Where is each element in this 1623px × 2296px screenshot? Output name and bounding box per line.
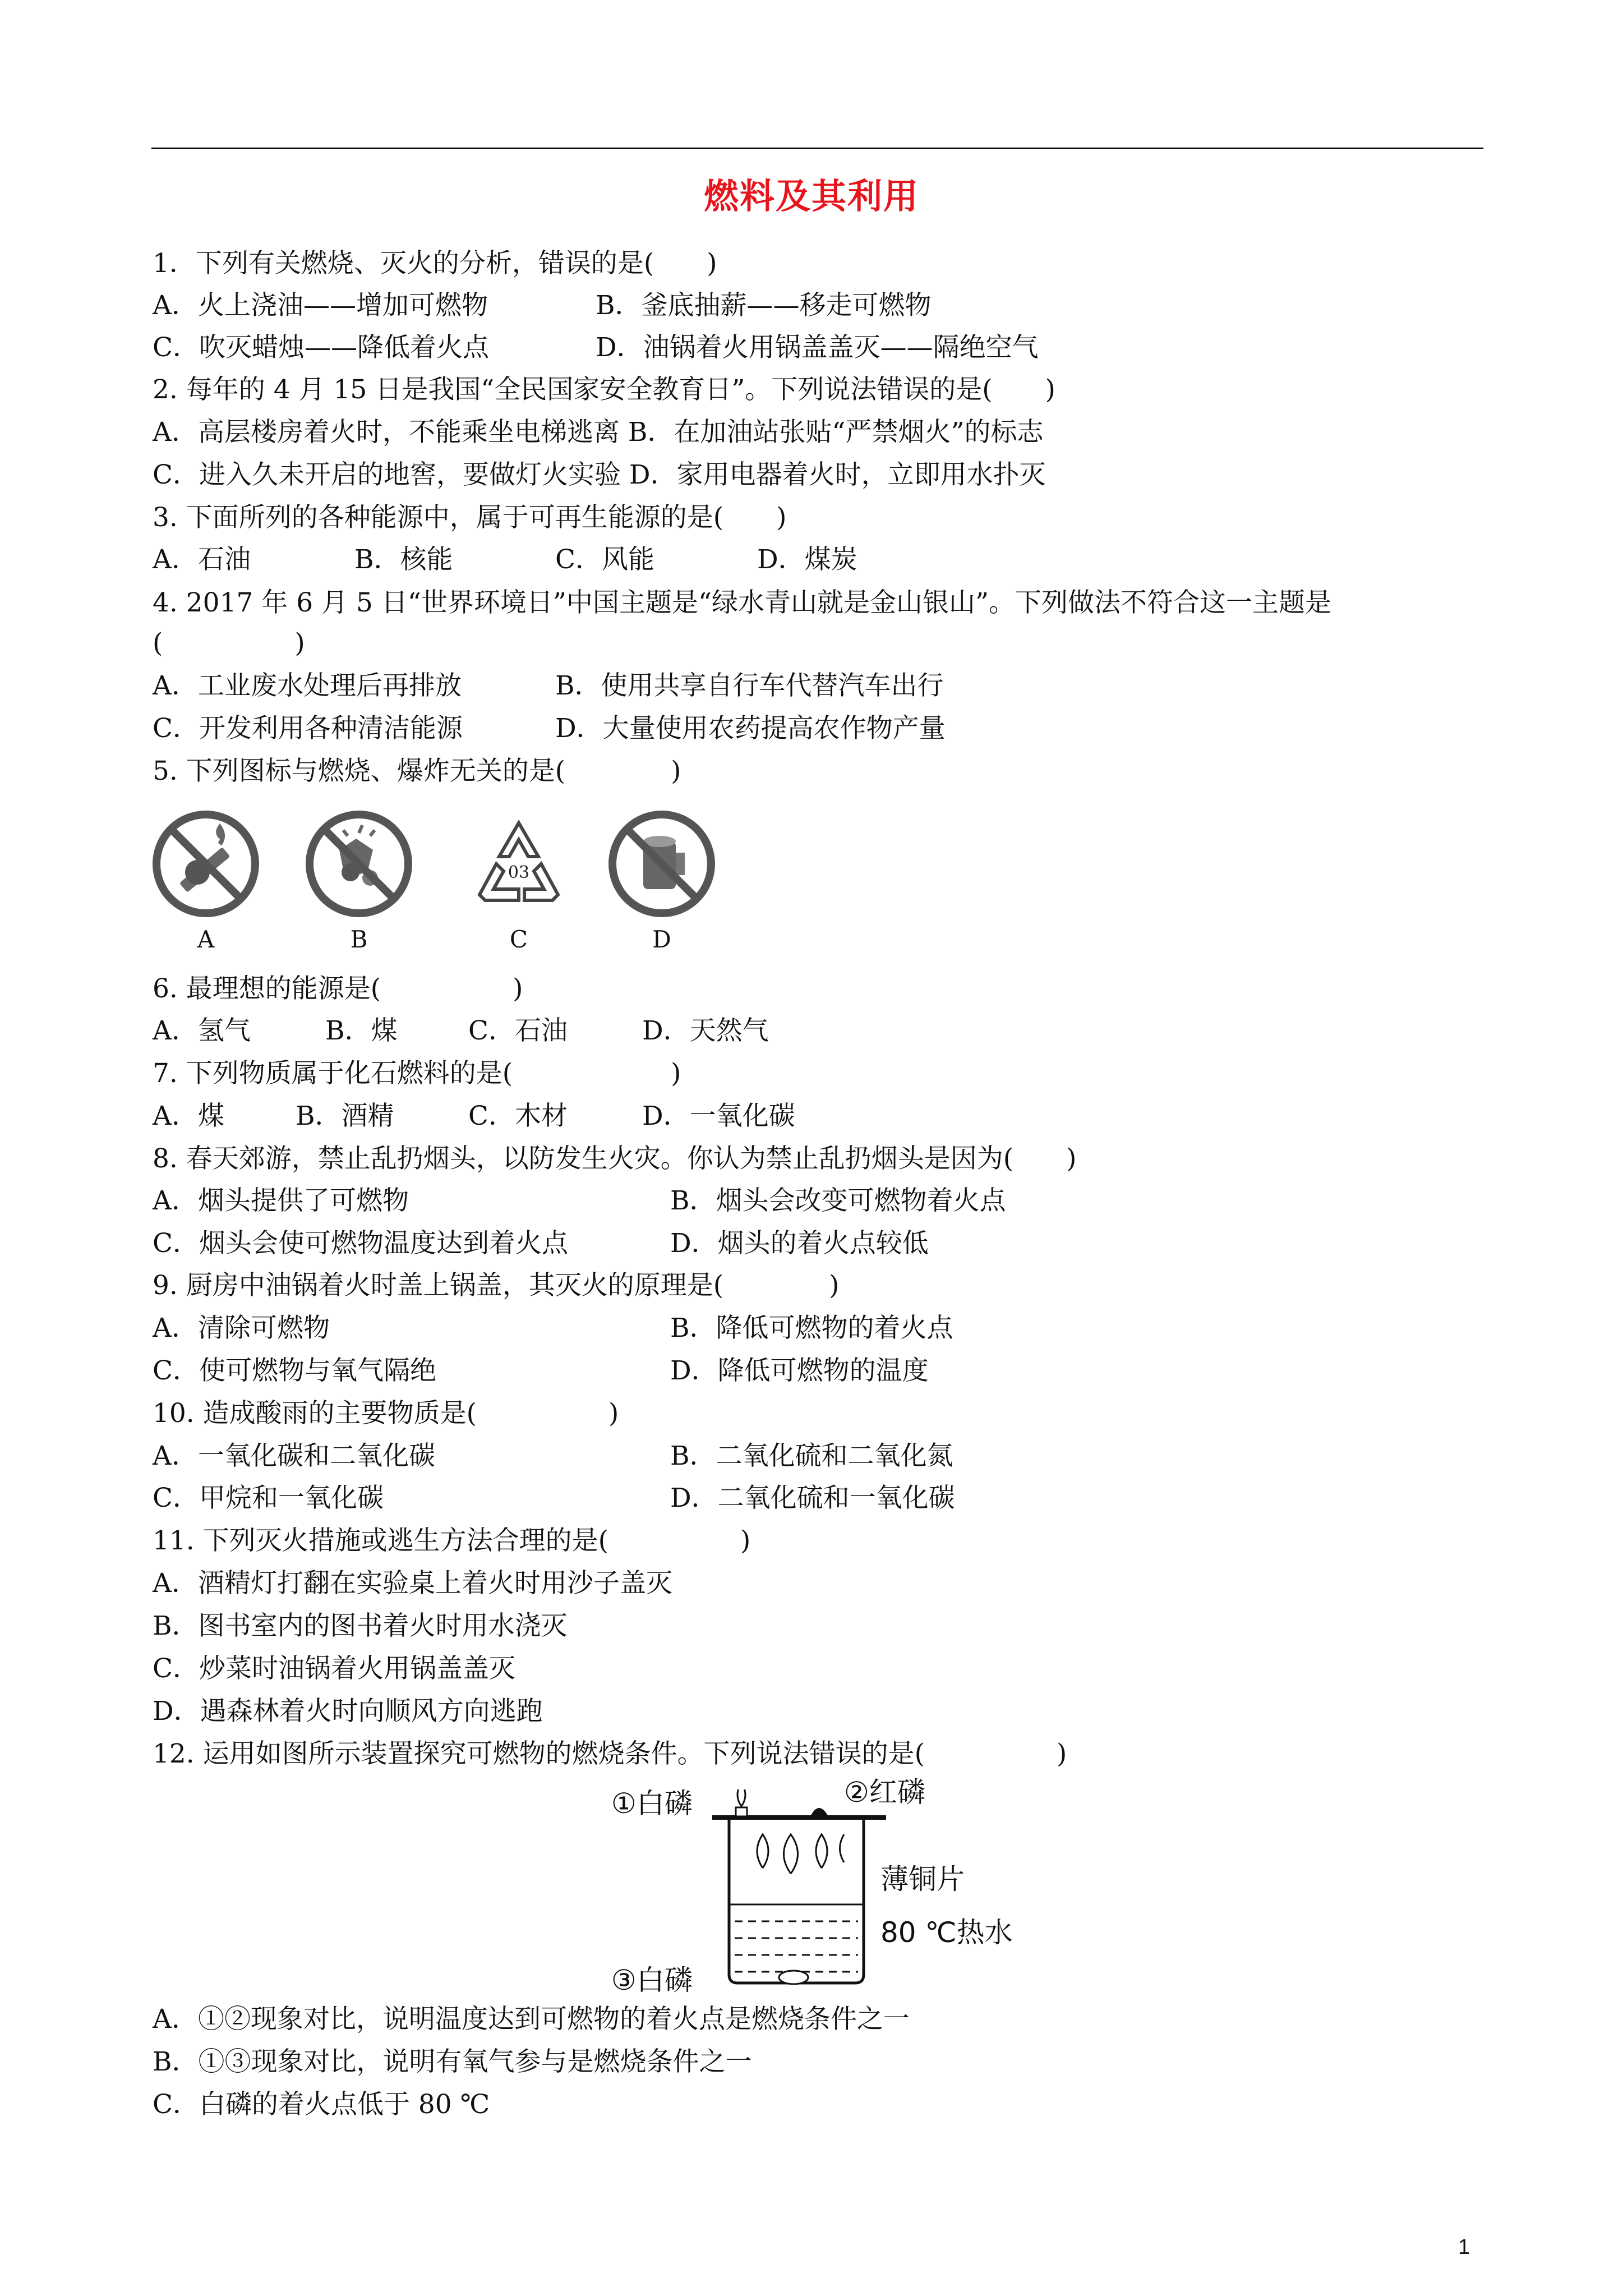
question-3-option-c: C．风能 <box>555 544 654 575</box>
question-6-option-c: C．石油 <box>468 1015 568 1046</box>
question-11-option-c: C．炒菜时油锅着火用锅盖盖灭 <box>153 1653 515 1684</box>
question-1-option-a: A．火上浇油——增加可燃物 <box>153 290 488 321</box>
question-2-stem: 2. 每年的 4 月 15 日是我国“全民国家安全教育日”。下列说法错误的是( ) <box>153 374 1055 405</box>
question-4-stem-bracket: ( ) <box>153 628 305 659</box>
header-rule <box>151 148 1483 149</box>
question-2-options-cd: C．进入久未开启的地窖，要做灯火实验 D．家用电器着火时，立即用水扑灭 <box>153 459 1046 490</box>
question-4-option-d: D．大量使用农药提高农作物产量 <box>555 713 946 744</box>
question-10-option-a: A．一氧化碳和二氧化碳 <box>153 1441 435 1471</box>
question-10-stem: 10. 造成酸雨的主要物质是( ) <box>153 1398 619 1429</box>
no-fireworks-icon <box>306 811 412 917</box>
question-1-option-d: D．油锅着火用锅盖盖灭——隔绝空气 <box>596 332 1039 363</box>
label-copper-sheet: 薄铜片 <box>880 1863 965 1895</box>
question-12-stem: 12. 运用如图所示装置探究可燃物的燃烧条件。下列说法错误的是( ) <box>153 1738 1067 1769</box>
question-8-stem: 8. 春天郊游，禁止乱扔烟头，以防发生火灾。你认为禁止乱扔烟头是因为( ) <box>153 1143 1077 1174</box>
page-title: 燃料及其利用 <box>703 176 919 217</box>
question-9-stem: 9. 厨房中油锅着火时盖上锅盖，其灭火的原理是( ) <box>153 1270 840 1301</box>
page-number: 1 <box>1458 2235 1470 2259</box>
icon-label-b: B <box>350 926 368 953</box>
question-4-option-c: C．开发利用各种清洁能源 <box>153 713 463 744</box>
question-7-option-c: C．木材 <box>468 1101 568 1131</box>
icon-label-c: C <box>509 926 528 953</box>
question-4-option-b: B．使用共享自行车代替汽车出行 <box>555 670 944 701</box>
question-7-option-a: A．煤 <box>153 1101 224 1131</box>
label-white-phosphorus-1: ①白磷 <box>611 1787 693 1820</box>
question-9-option-d: D．降低可燃物的温度 <box>670 1355 929 1386</box>
question-8-option-c: C．烟头会使可燃物温度达到着火点 <box>153 1228 568 1259</box>
no-smoking-icon <box>153 811 259 917</box>
label-white-phosphorus-3: ③白磷 <box>611 1964 693 1996</box>
question-8-option-a: A．烟头提供了可燃物 <box>153 1185 409 1216</box>
question-1-option-c: C．吹灭蜡烛——降低着火点 <box>153 332 489 363</box>
question-1-stem: 1．下列有关燃烧、灭火的分析，错误的是( ) <box>153 248 717 279</box>
question-7-stem: 7. 下列物质属于化石燃料的是( ) <box>153 1058 681 1089</box>
question-8-option-b: B．烟头会改变可燃物着火点 <box>670 1185 1006 1216</box>
question-9-option-b: B．降低可燃物的着火点 <box>670 1313 953 1343</box>
question-6-stem: 6. 最理想的能源是( ) <box>153 973 523 1004</box>
question-5-stem: 5. 下列图标与燃烧、爆炸无关的是( ) <box>153 756 681 786</box>
question-10-option-d: D．二氧化硫和一氧化碳 <box>670 1483 955 1513</box>
no-flammable-icon <box>608 811 715 917</box>
question-10-option-c: C．甲烷和一氧化碳 <box>153 1483 384 1513</box>
question-4-option-a: A．工业废水处理后再排放 <box>153 670 462 701</box>
question-6-option-b: B．煤 <box>325 1015 398 1046</box>
question-1-option-b: B．釜底抽薪——移走可燃物 <box>596 290 932 321</box>
question-3-option-d: D．煤炭 <box>757 544 857 575</box>
question-8-option-d: D．烟头的着火点较低 <box>670 1228 929 1259</box>
question-3-option-a: A．石油 <box>153 544 251 575</box>
question-4-stem: 4. 2017 年 6 月 5 日“世界环境日”中国主题是“绿水青山就是金山银山”。下列做法不符合这一主题是 <box>153 587 1332 618</box>
question-11-option-a: A．酒精灯打翻在实验桌上着火时用沙子盖灭 <box>153 1568 672 1599</box>
label-red-phosphorus-2: ②红磷 <box>844 1776 925 1809</box>
question-9-option-c: C．使可燃物与氧气隔绝 <box>153 1355 436 1386</box>
question-10-option-b: B．二氧化硫和二氧化氮 <box>670 1441 953 1471</box>
question-11-option-d: D．遇森林着火时向顺风方向逃跑 <box>153 1696 543 1727</box>
recycle-icon <box>465 811 572 917</box>
question-12-option-c: C．白磷的着火点低于 80 ℃ <box>153 2089 490 2120</box>
question-7-option-b: B．酒精 <box>296 1101 394 1131</box>
question-11-option-b: B．图书室内的图书着火时用水浇灭 <box>153 1611 568 1641</box>
question-2-options-ab: A．高层楼房着火时，不能乘坐电梯逃离 B．在加油站张贴“严禁烟火”的标志 <box>153 417 1044 448</box>
question-6-option-a: A．氢气 <box>153 1015 251 1046</box>
recycle-code: 03 <box>508 863 530 882</box>
question-12-option-b: B．①③现象对比，说明有氧气参与是燃烧条件之一 <box>153 2046 752 2077</box>
question-12-option-a: A．①②现象对比，说明温度达到可燃物的着火点是燃烧条件之一 <box>153 2004 910 2035</box>
question-3-option-b: B．核能 <box>354 544 453 575</box>
icon-label-a: A <box>197 926 215 953</box>
label-hot-water: 80 ℃热水 <box>880 1916 1013 1949</box>
question-9-option-a: A．清除可燃物 <box>153 1313 330 1343</box>
question-3-stem: 3. 下面所列的各种能源中，属于可再生能源的是( ) <box>153 502 787 533</box>
question-7-option-d: D．一氧化碳 <box>642 1101 795 1131</box>
icon-label-d: D <box>652 926 671 953</box>
question-6-option-d: D．天然气 <box>642 1015 769 1046</box>
question-11-stem: 11. 下列灭火措施或逃生方法合理的是( ) <box>153 1525 751 1556</box>
